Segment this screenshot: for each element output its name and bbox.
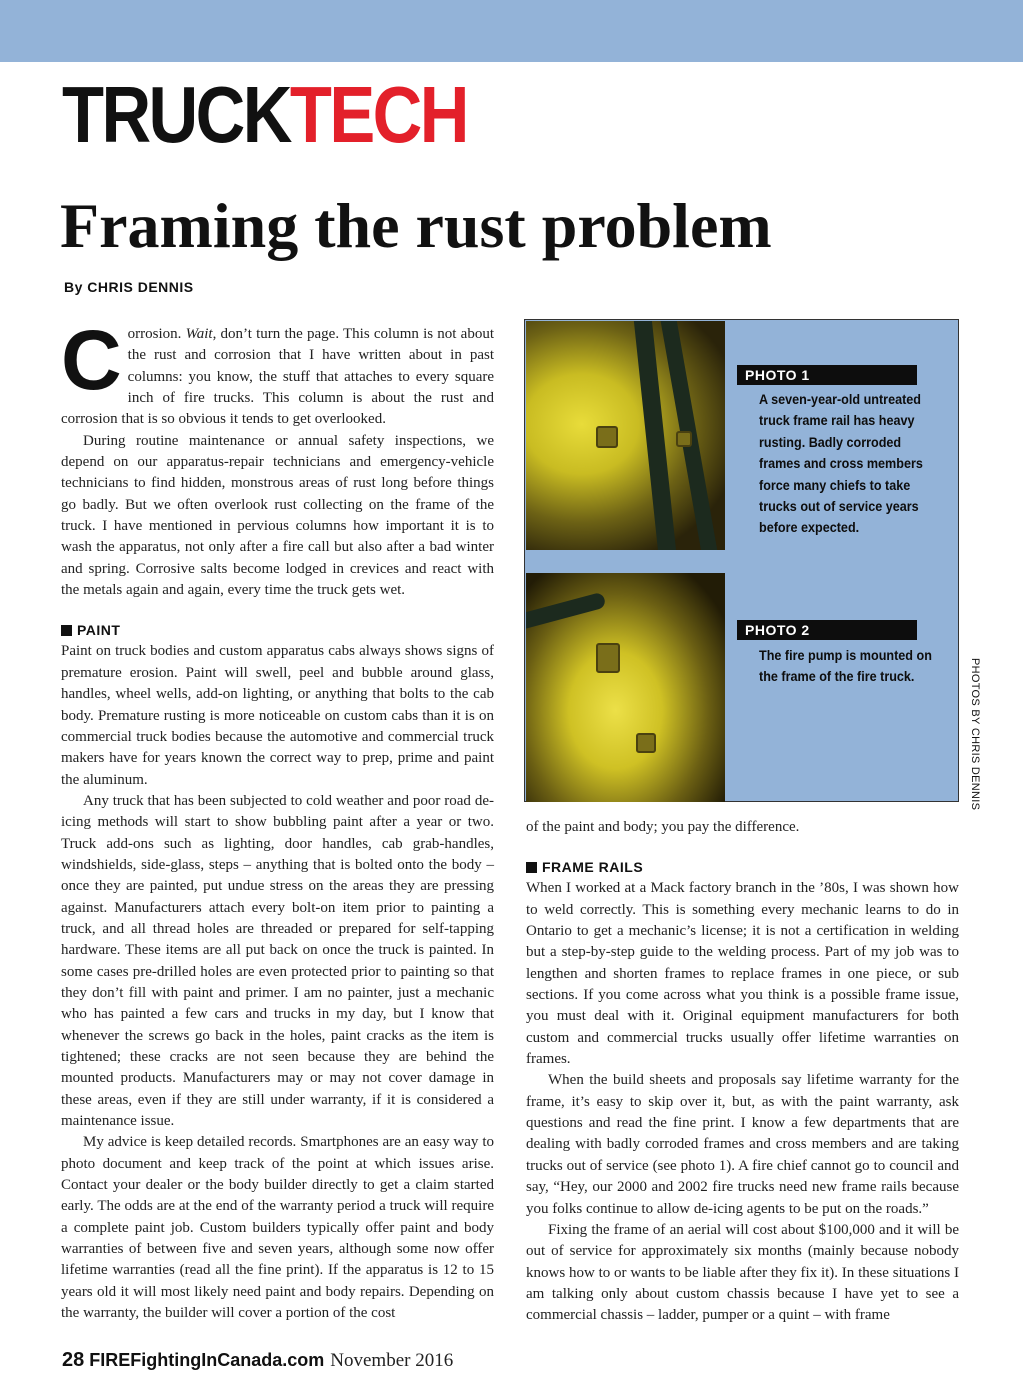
section-logo-truck: TRUCK xyxy=(62,70,290,159)
intro-lead-italic: Wait xyxy=(185,326,213,342)
photo-2-caption: The fire pump is mounted on the frame of the fire truck. xyxy=(759,647,932,685)
paint-heading xyxy=(61,619,494,641)
section-logo-tech: TECH xyxy=(289,70,467,159)
frame-rails-paragraph-1: When I worked at a Mack factory branch in the ’80s, I was shown how to weld correctly. This is something every mechanic learns to do in Ontario to get a mechanic’s license; it is not a certification in welding but a step-by-step guide to the welding process. Part of my job was to lengthen and shorten frames to replace frames in one piece, or sub sections. If you come across what you think is a possible frame issue, you must deal with it. Original equipment manufacturers for both custom and commercial trucks usually offer lifetime warranties on frames. xyxy=(526,880,959,1068)
paint-continued: of the paint and body; you pay the difference. xyxy=(526,819,800,835)
frame-rails-paragraph-3: Fixing the frame of an aerial will cost about $100,000 and it will be out of service for approximately six months (mainly because nobody knows how to or wants to be liable after they fix it). In these situations I am talking only about custom chassis because I have yet to see a commercial chassis – ladder, pumper or a quint – with frame xyxy=(526,1221,959,1324)
paint-heading-text: PAINT xyxy=(77,622,121,639)
footer-site: FIREFightingInCanada.com xyxy=(89,1350,325,1370)
footer-issue: November 2016 xyxy=(330,1350,454,1371)
byline: By CHRIS DENNIS xyxy=(64,279,194,295)
article-title: Framing the rust problem xyxy=(60,190,772,261)
intro-lead-start: orrosion. xyxy=(127,326,186,342)
photo-2-label: PHOTO 2 xyxy=(737,620,917,640)
section-logo xyxy=(62,70,467,159)
intro-lead-rest: , don’t turn the page. This column is not about the rust and corrosion that I have written about in past columns: you know, the stuff that attaches to every square inch of fire trucks. This column is about the rust and corrosion that is so obvious it tends to get overlooked. xyxy=(61,326,494,428)
top-color-band xyxy=(0,0,1023,62)
column-left xyxy=(61,313,494,1324)
page-footer xyxy=(62,1349,453,1372)
intro-paragraph-2: During routine maintenance or annual safety inspections, we depend on our apparatus-repair technicians and emergency-vehicle technicians to find hidden, monstrous areas of rust long before things go badly. But we often overlook rust collecting on the frame of the truck. I have mentioned in pervious columns how important it is to wash the apparatus, not only after a fire call but also after a bad winter and spring. Corrosive salts become lodged in crevices and react with the metals again and again, every time the truck gets wet. xyxy=(61,432,494,599)
photo-panel xyxy=(524,319,959,802)
photo-1-image xyxy=(526,321,725,550)
photo-credit: PHOTOS BY CHRIS DENNIS xyxy=(969,658,981,811)
square-bullet-icon xyxy=(526,862,537,873)
frame-rails-heading-text: FRAME RAILS xyxy=(542,859,644,876)
page-number: 28 xyxy=(62,1349,85,1371)
paint-paragraph-3: My advice is keep detailed records. Smartphones are an easy way to photo document and keep track of the point at which issues arise. Contact your dealer or the body builder directly to get a claim started early. The odds are at the end of the warranty period a truck will require a complete paint job. Custom builders typically offer paint and body warranties of between five and seven years, although some now offer lifetime warranties (read all the fine print). If the apparatus is 12 to 15 years old it will most likely need paint and body repairs. Depending on the warranty, the builder will cover a portion of the cost xyxy=(61,1134,494,1322)
intro-paragraph xyxy=(61,313,494,431)
frame-rails-heading xyxy=(526,856,959,878)
drop-cap: C xyxy=(61,313,122,407)
photo-1-label: PHOTO 1 xyxy=(737,365,917,385)
paint-paragraph-2: Any truck that has been subjected to cold weather and poor road de-icing methods will start to show bubbling paint after a year or two. Truck add-ons such as lighting, door handles, cab grab-handles, windshields, side-glass, steps – anything that is bolted onto the body – once they are painted, put undue stress on the areas they are pressing against. Manufacturers attach every bolt-on item prior to painting a truck, and all thread holes are threaded or prepared for self-tapping hardware. These items are all put back on once the truck is painted. In some cases pre-drilled holes are even protected prior to painting so that they don’t fill with paint and primer. I am no painter, just a mechanic who has painted a few cars and trucks in my day, but I know that whenever the screws go back in the holes, paint cracks as the item is tightened; these cracks are not seen because they are behind the mounted products. Manufacturers may or may not cover damage in these areas, even if they are still under warranty, if it is considered a maintenance issue. xyxy=(61,792,494,1130)
frame-rails-paragraph-2: When the build sheets and proposals say lifetime warranty for the frame, it’s easy to skip over it, but, as with the paint warranty, ask questions and read the fine print. I know a few departments that are dealing with badly corroded frames and cross members and are taking trucks out of service (see photo 1). A fire chief cannot go to council and say, “Hey, our 2000 and 2002 fire trucks need new frame rails because you folks continue to allow de-icing agents to be put on the roads.” xyxy=(526,1072,959,1217)
column-right xyxy=(526,817,959,1327)
square-bullet-icon xyxy=(61,625,72,636)
photo-2-image xyxy=(526,573,725,802)
paint-paragraph-1: Paint on truck bodies and custom apparatus cabs always shows signs of premature erosion. Paint will swell, peel and bubble around glass, handles, wheel wells, add-on lighting, or anything that bolts to the cab body. Premature rusting is more noticeable on custom cabs than it is on commercial truck bodies because the automotive and commercial truck makers have for years known the correct way to prep, prime and paint the aluminum. xyxy=(61,643,494,788)
photo-1-caption: A seven-year-old untreated truck frame rail has heavy rusting. Badly corroded frames and cross members force many chiefs to take trucks out of service years before expected. xyxy=(759,391,923,536)
